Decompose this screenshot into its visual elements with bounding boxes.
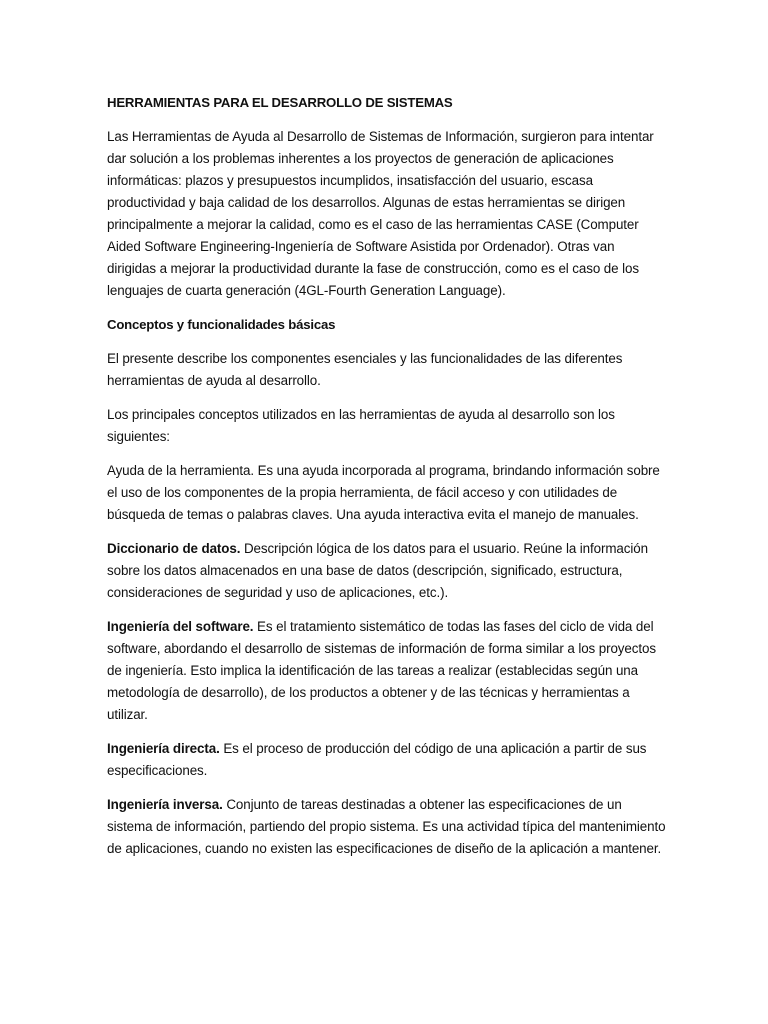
concept-text: Descripción lógica de los datos para el usuario. Reúne la información sobre los datos almacenados en una base de datos (descripción, significado, estructura, consideraciones de seguridad y uso de aplicaciones, etc.). — [107, 541, 648, 600]
concept-term: Ingeniería directa. — [107, 741, 220, 756]
concept-ingenieria-directa — [107, 738, 667, 782]
concept-ayuda — [107, 460, 667, 526]
section-title: Conceptos y funcionalidades básicas — [107, 317, 336, 332]
concept-ingenieria-software — [107, 616, 667, 726]
section-intro-paragraph-1: El presente describe los componentes esenciales y las funcionalidades de las diferentes herramientas de ayuda al desarrollo. — [107, 351, 623, 388]
concept-ingenieria-inversa — [107, 794, 667, 860]
concept-text: Conjunto de tareas destinadas a obtener las especificaciones de un sistema de información, partiendo del propio sistema. Es una actividad típica del mantenimiento de aplicaciones, cuando no existen las especificaciones de diseño de la aplicación a mantener. — [107, 797, 666, 856]
intro-paragraph: Las Herramientas de Ayuda al Desarrollo de Sistemas de Información, surgieron para intentar dar solución a los problemas inherentes a los proyectos de generación de aplicaciones informáticas: plazos y presupuestos incumplidos, insatisfacción del usuario, escasa productividad y baja calidad de los desarrollos. Algunas de estas herramientas se dirigen principalmente a mejorar la calidad, como es el caso de las herramientas CASE (Computer Aided Software Engineering-Ingeniería de Software Asistida por Ordenador). Otras van dirigidas a mejorar la productividad durante la fase de construcción, como es el caso de los lenguajes de cuarta generación (4GL-Fourth Generation Language). — [107, 129, 654, 298]
concept-text: Es el proceso de producción del código de una aplicación a partir de sus especificaciones. — [107, 741, 647, 778]
concept-diccionario — [107, 538, 667, 604]
document-title: HERRAMIENTAS PARA EL DESARROLLO DE SISTEMAS — [107, 95, 453, 110]
concept-text: Es el tratamiento sistemático de todas las fases del ciclo de vida del software, abordando el desarrollo de sistemas de información de forma similar a los proyectos de ingeniería. Esto implica la identificación de las tareas a realizar (establecidas según una metodología de desarrollo), de los productos a obtener y de las técnicas y herramientas a utilizar. — [107, 619, 656, 722]
concept-text: Ayuda de la herramienta. Es una ayuda incorporada al programa, brindando información sobre el uso de los componentes de la propia herramienta, de fácil acceso y con utilidades de búsqueda de temas o palabras claves. Una ayuda interactiva evita el manejo de manuales. — [107, 463, 660, 522]
section-intro-paragraph-2: Los principales conceptos utilizados en las herramientas de ayuda al desarrollo son los siguientes: — [107, 407, 615, 444]
concept-term: Diccionario de datos. — [107, 541, 241, 556]
document-page — [107, 92, 667, 872]
concept-term: Ingeniería del software. — [107, 619, 254, 634]
concept-term: Ingeniería inversa. — [107, 797, 223, 812]
